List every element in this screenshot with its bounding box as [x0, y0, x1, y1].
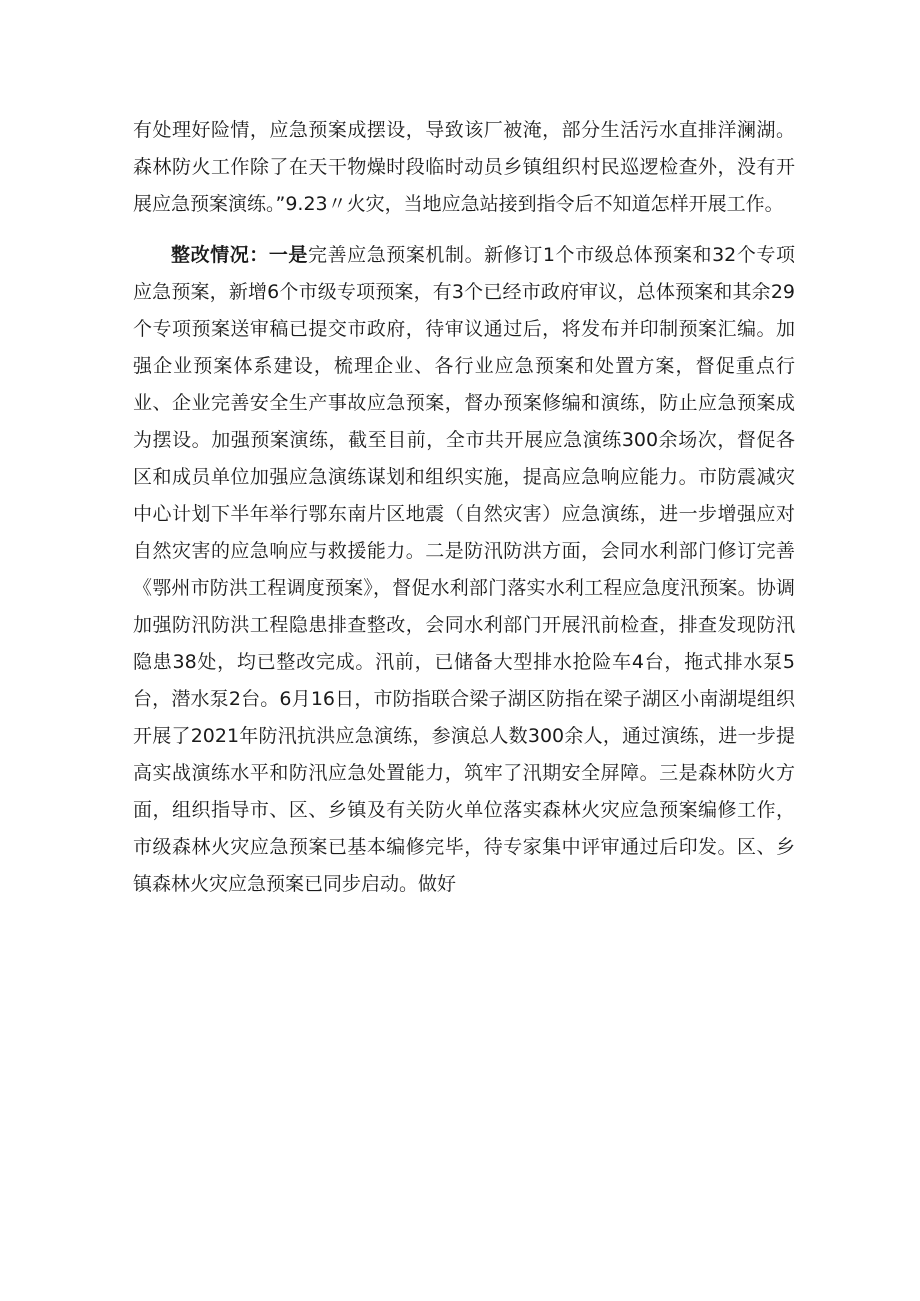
paragraph-issue-description: 有处理好险情，应急预案成摆设，导致该厂被淹，部分生活污水直排洋澜湖。森林防火工作除了在天干物燥时段临时动员乡镇组织村民巡逻检查外，没有开展应急预案演练。”9.23〃火灾，当地应急站接到指令后不知道怎样开展工作。	[133, 119, 795, 215]
rectification-lead-label: 整改情况：一是	[171, 244, 308, 266]
rectification-body-text: 完善应急预案机制。新修订1个市级总体预案和32个专项应急预案，新增6个市级专项预案，有3个已经市政府审议，总体预案和其余29个专项预案送审稿已提交市政府，待审议通过后，将发布并印制预案汇编。加强企业预案体系建设，梳理企业、各行业应急预案和处置方案，督促重点行业、企业完善安全生产事故应急预案，督办预案修编和演练，防止应急预案成为摆设。加强预案演练，截至目前，全市共开展应急演练300余场次，督促各区和成员单位加强应急演练谋划和组织实施，提高应急响应能力。市防震减灾中心计划下半年举行鄂东南片区地震（自然灾害）应急演练，进一步增强应对自然灾害的应急响应与救援能力。二是防汛防洪方面，会同水利部门修订完善《鄂州市防洪工程调度预案》，督促水利部门落实水利工程应急度汛预案。协调加强防汛防洪工程隐患排查整改，会同水利部门开展汛前检查，排查发现防汛隐患38处，均已整改完成。汛前，已储备大型排水抢险车4台，拖式排水泵5台，潜水泵2台。6月16日，市防指联合梁子湖区防指在梁子湖区小南湖堤组织开展了2021年防汛抗洪应急演练，参演总人数300余人，通过演练，进一步提高实战演练水平和防汛应急处置能力，筑牢了汛期安全屏障。三是森林防火方面，组织指导市、区、乡镇及有关防火单位落实森林火灾应急预案编修工作，市级森林火灾应急预案已基本编修完毕，待专家集中评审通过后印发。区、乡镇森林火灾应急预案已同步启动。做好	[133, 244, 795, 895]
paragraph-rectification	[133, 237, 795, 903]
document-body	[133, 112, 795, 903]
